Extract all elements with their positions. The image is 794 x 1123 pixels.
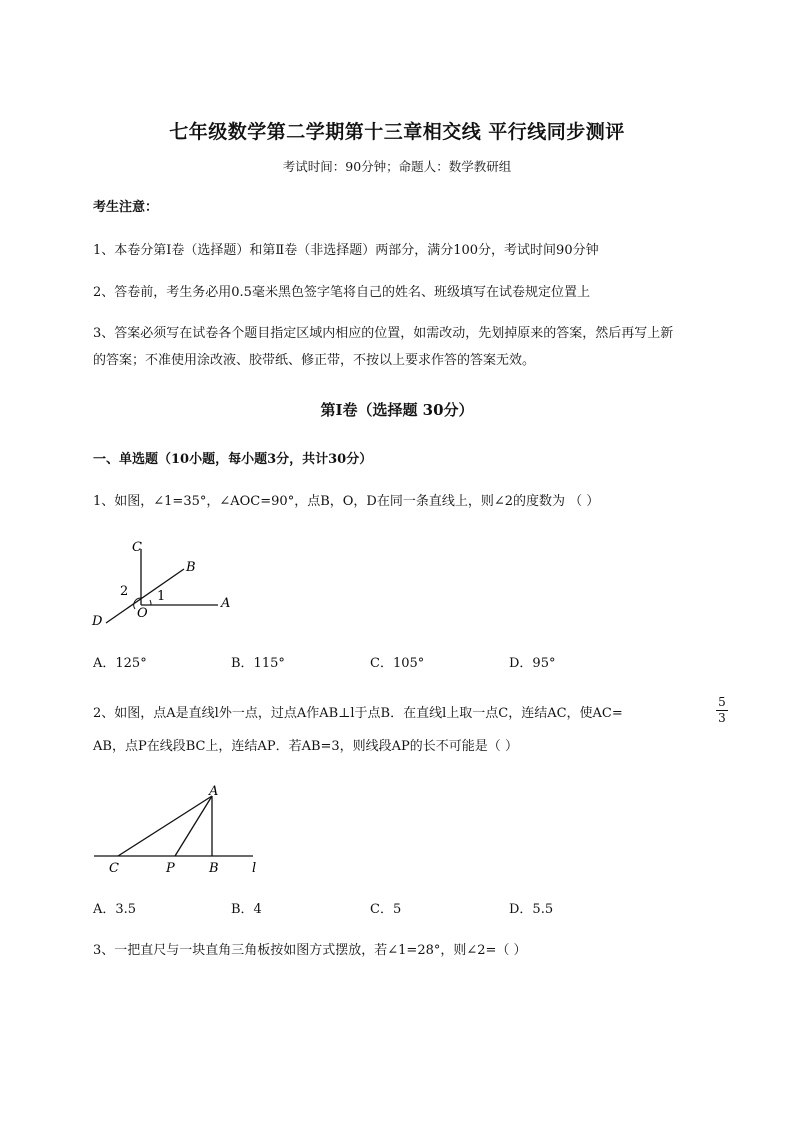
label-b: B (209, 861, 219, 876)
question-2-fraction (716, 696, 728, 725)
question-2-stem-line-1: 2、如图，点A是直线l外一点，过点A作AB⊥l于点B．在直线l上取一点C，连结AC，使AC= (93, 706, 623, 721)
label-b: B (186, 560, 196, 575)
label-c: C (109, 861, 119, 876)
page-title: 七年级数学第二学期第十三章相交线 平行线同步测评 (169, 121, 625, 143)
question-1-stem: 1、如图，∠1=35°，∠AOC=90°，点B，O，D在同一条直线上，则∠2的度数为 （ ） (93, 494, 600, 509)
question-1-figure (88, 535, 248, 635)
label-d: D (92, 614, 103, 629)
label-a: A (209, 784, 219, 799)
section-title: 第I卷（选择题 30分） (320, 401, 474, 419)
question-1-option-c[interactable]: C．105° (370, 656, 425, 671)
question-2-option-b[interactable]: B．4 (231, 902, 262, 917)
segment-ap (175, 796, 212, 856)
label-o: O (137, 606, 148, 621)
fraction-denominator: 3 (718, 711, 726, 725)
notice-heading: 考生注意： (93, 200, 159, 215)
question-2-option-c[interactable]: C．5 (370, 902, 402, 917)
question-1-option-a[interactable]: A．125° (93, 656, 147, 671)
question-1-option-b[interactable]: B．115° (231, 656, 285, 671)
question-3-stem: 3、一把直尺与一块直角三角板按如图方式摆放，若∠1=28°，则∠2=（ ） (93, 943, 527, 958)
label-1: 1 (157, 589, 166, 604)
fraction-numerator: 5 (718, 695, 726, 709)
part-heading: 一、单选题（10小题，每小题3分，共计30分） (93, 452, 373, 467)
label-p: P (166, 861, 175, 876)
question-2-figure (88, 782, 278, 882)
label-l: l (252, 861, 257, 876)
label-2: 2 (120, 584, 129, 599)
notice-item-2: 2、答卷前，考生务必用0.5毫米黑色签字笔将自己的姓名、班级填写在试卷规定位置上 (93, 285, 590, 300)
question-2-option-d[interactable]: D．5.5 (509, 902, 554, 917)
question-1-option-d[interactable]: D．95° (509, 656, 556, 671)
label-c: C (132, 540, 142, 555)
page-subtitle: 考试时间：90分钟；命题人：数学教研组 (282, 159, 512, 174)
notice-item-3-line-2: 的答案；不准使用涂改液、胶带纸、修正带，不按以上要求作答的答案无效。 (93, 353, 536, 368)
label-a: A (221, 596, 231, 611)
question-2-stem-line-2: AB，点P在线段BC上，连结AP．若AB=3，则线段AP的长不可能是（ ） (93, 739, 518, 754)
angle-1-arc (150, 600, 151, 605)
notice-item-1: 1、本卷分第I卷（选择题）和第Ⅱ卷（非选择题）两部分，满分100分，考试时间90分钟 (93, 243, 599, 258)
segment-ac (118, 796, 212, 856)
notice-item-3-line-1: 3、答案必须写在试卷各个题目指定区域内相应的位置，如需改动，先划掉原来的答案，然后再写上新 (93, 326, 674, 341)
question-2-option-a[interactable]: A．3.5 (93, 902, 137, 917)
